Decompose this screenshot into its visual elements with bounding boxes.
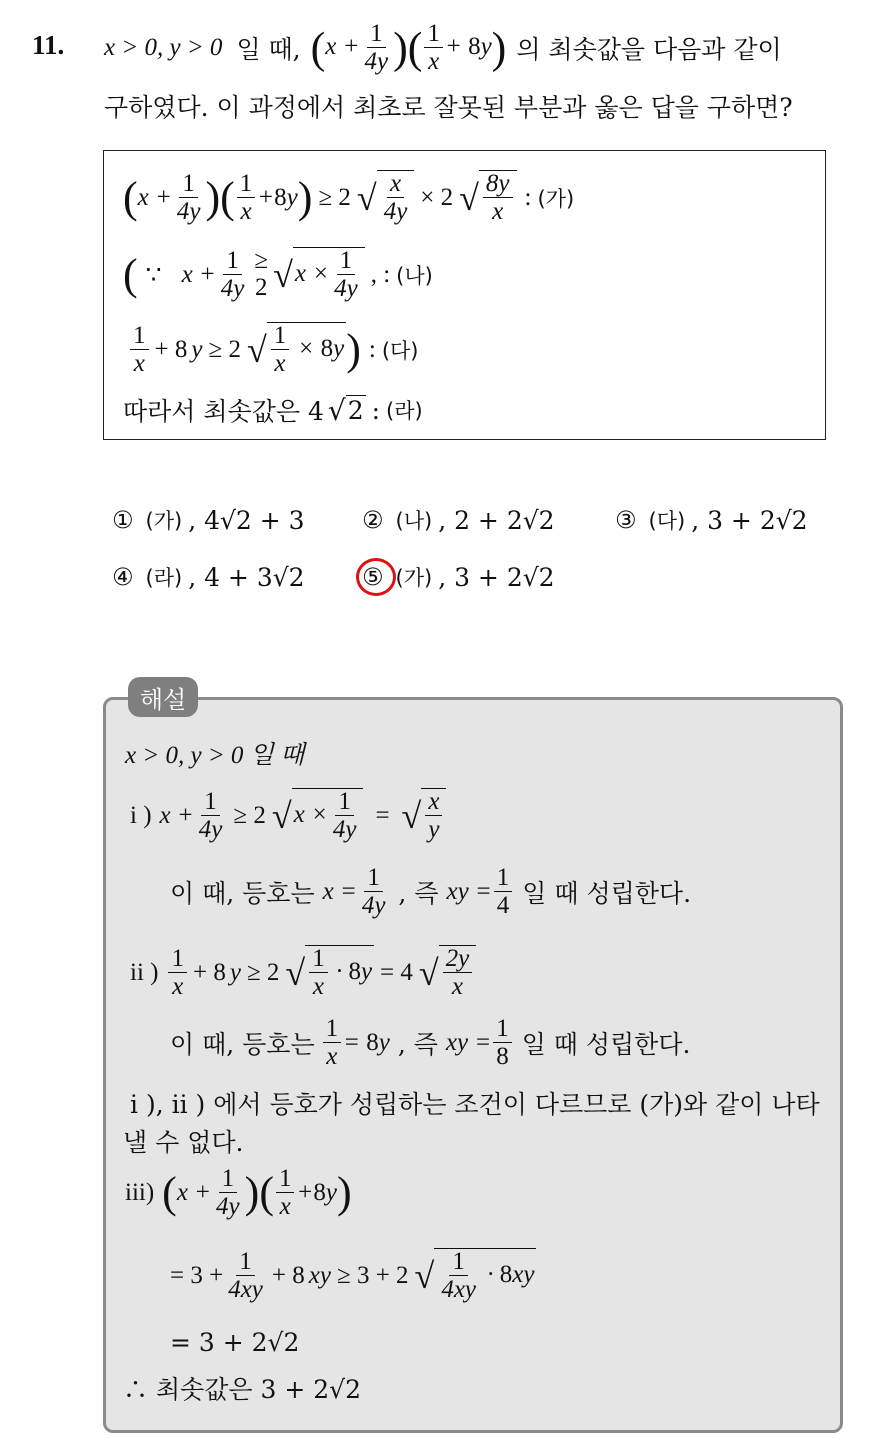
conclusion-text: 따라서 최솟값은 4 xyxy=(123,397,324,426)
option-1-mark: (가) xyxy=(145,509,183,533)
solution-result: = 3 + 2√2 xyxy=(170,1328,300,1357)
option-3-mark: (다) xyxy=(648,509,686,533)
option-3-number: ③ xyxy=(615,506,637,534)
option-3-value: , 3 + 2√2 xyxy=(691,505,808,535)
question-line-2: 구하였다. 이 과정에서 최초로 잘못된 부분과 옳은 답을 구하면? xyxy=(104,93,793,122)
option-1-number: ① xyxy=(112,506,134,534)
option-5-mark: (가) xyxy=(395,566,433,590)
solution-step-ii: ii ) $\frac{1}{x}$ + 8 y ≥ 2 √ $\frac{1}{x}$ · 8y = 4 √ $\frac{2y}{x}$ xyxy=(130,942,476,1004)
solution-tag: 해설 xyxy=(128,677,198,717)
step-ra: 따라서 최솟값은 4 √ 2 : (라) xyxy=(123,393,423,427)
solution-paragraph-2: 낼 수 없다. xyxy=(123,1128,244,1157)
solution-condition: x > 0, y > 0 일 때 xyxy=(125,742,305,769)
question-condition: x > 0, y > 0 xyxy=(104,34,223,61)
option-1[interactable] xyxy=(112,505,305,535)
solution-step-i: i ) x + $\frac{1}{4y}$ ≥ 2 √ x × $\frac{1}{4y}$ = √ $\frac{x}{y}$ xyxy=(130,785,446,847)
mark-ra: (라) xyxy=(386,399,423,423)
option-5-number: ⑤ xyxy=(362,563,384,591)
option-2[interactable] xyxy=(362,505,555,535)
question-condition-tail: 일 때, xyxy=(236,35,301,64)
mark-na: (나) xyxy=(396,264,433,288)
step-na: ( ∵ x + $\frac{1}{4y}$ ≥ 2 √ x × $\frac{1}{4y}$ , : (나) xyxy=(123,246,433,303)
step-iii-label: iii) xyxy=(125,1179,155,1206)
answer-circle-mark xyxy=(356,558,396,596)
step-ii-label: ii ) xyxy=(130,959,159,986)
step-ii-equality-label: 이 때, 등호는 xyxy=(170,1030,315,1059)
solution-final: ∴ 최솟값은 3 + 2√2 xyxy=(123,1375,361,1404)
option-2-value: , 2 + 2√2 xyxy=(438,505,555,535)
option-4[interactable] xyxy=(112,562,305,592)
option-2-mark: (나) xyxy=(395,509,433,533)
solution-step-iii-expansion: = 3 + $\frac{1}{4xy}$ + 8 xy ≥ 3 + 2 √ $\frac{1}{4xy}$ · 8xy xyxy=(170,1247,535,1304)
step-da: $\frac{1}{x}$ + 8 y ≥ 2 √ $\frac{1}{x}$ × 8y ) : (다) xyxy=(128,320,418,380)
because-symbol: ∵ xyxy=(145,262,162,289)
option-4-mark: (라) xyxy=(145,566,183,590)
solution-step-ii-equality: 이 때, 등호는 $\frac{1}{x}$ = 8y , 즉 xy = $\frac{1}{8}$ 일 때 성립한다. xyxy=(170,1014,691,1070)
step-i-label: i ) xyxy=(130,802,152,829)
question-ask: 의 최솟값을 다음과 같이 xyxy=(516,35,782,64)
step-i-condition: 일 때 성립한다. xyxy=(522,879,692,908)
mark-da: (다) xyxy=(381,339,419,363)
question-expression: (x + $\frac{1}{4y}$ )( $\frac{1}{x}$ + 8y) xyxy=(310,19,507,75)
solution-line-1 xyxy=(125,735,304,771)
option-3[interactable] xyxy=(615,505,808,535)
conclusion-sqrt-value: 2 xyxy=(347,396,364,425)
solution-paragraph-1: i ), ii ) 에서 등호가 성립하는 조건이 다르므로 (가)와 같이 나타 xyxy=(130,1090,820,1119)
step-i-equality-label: 이 때, 등호는 xyxy=(170,879,315,908)
option-5-value: , 3 + 2√2 xyxy=(438,562,555,592)
step-ga: ( x + $\frac{1}{4y}$ ) ( $\frac{1}{x}$ + 8 y ) ≥ 2 √ $\frac{x}{4y}$ × 2 √ $\frac{8y}{x}$ : (가) xyxy=(123,169,575,226)
step-ii-condition: 일 때 성립한다. xyxy=(521,1030,691,1059)
question-number: 11. xyxy=(32,30,65,60)
question-line-1 xyxy=(104,18,782,78)
mark-ga: (가) xyxy=(537,187,575,211)
option-1-value: , 4√2 + 3 xyxy=(188,505,305,535)
option-4-number: ④ xyxy=(112,563,134,591)
solution-step-i-equality: 이 때, 등호는 x = $\frac{1}{4y}$ , 즉 xy = $\frac{1}{4}$ 일 때 성립한다. xyxy=(170,863,692,919)
option-4-value: , 4 + 3√2 xyxy=(188,562,305,592)
solution-step-iii: iii) ( x + $\frac{1}{4y}$ ) ( $\frac{1}{x}$ + 8 y ) xyxy=(125,1164,352,1220)
option-2-number: ② xyxy=(362,506,384,534)
